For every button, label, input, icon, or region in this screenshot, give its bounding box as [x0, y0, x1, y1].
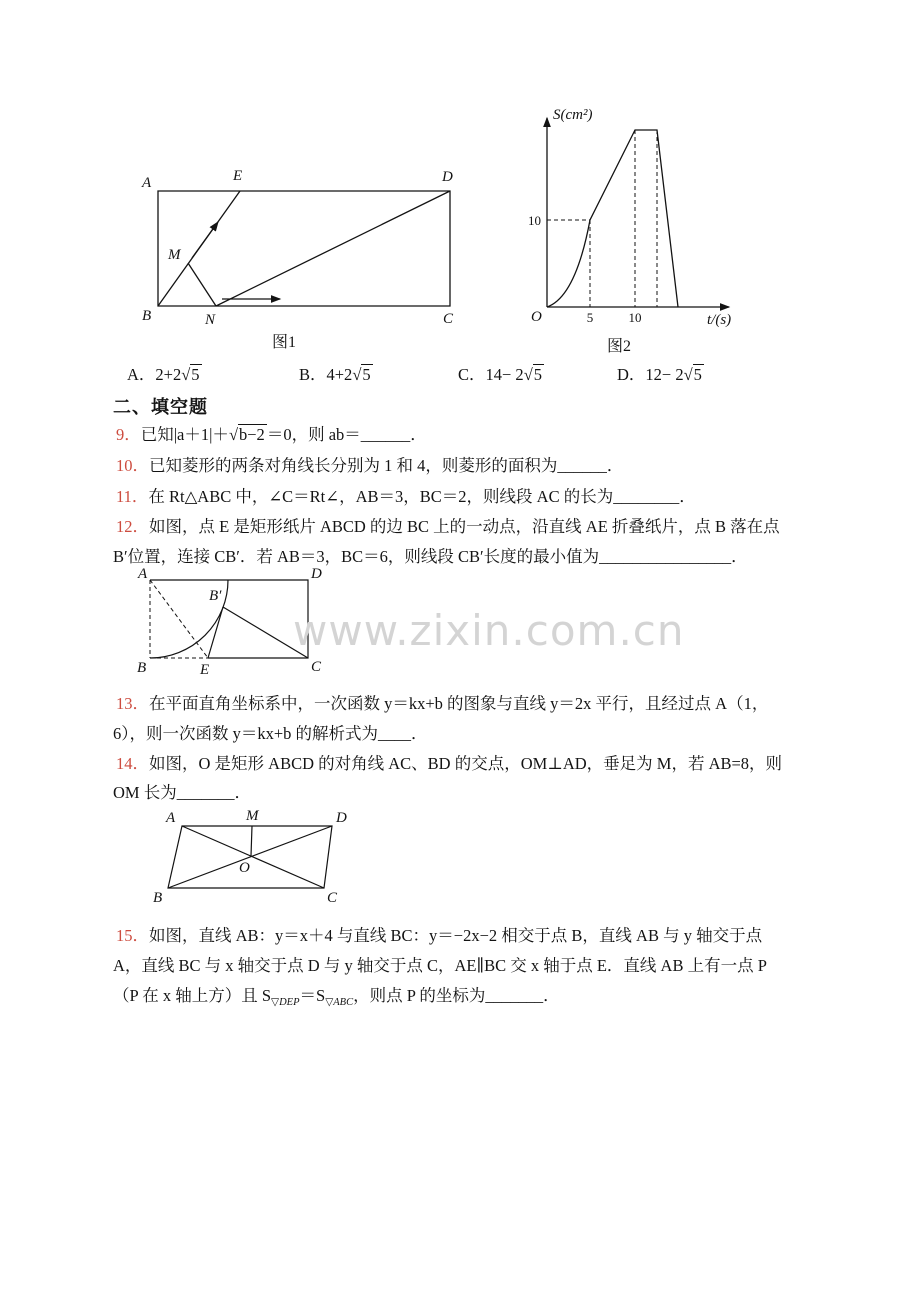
- fig1-label-C: C: [443, 311, 454, 327]
- radical-sign-icon: √: [523, 365, 533, 384]
- radical: [684, 364, 704, 384]
- figure-2-graph: [523, 102, 743, 342]
- question-15-text-1: 如图，直线 AB：y＝x＋4 与直线 BC：y＝−2x−2 相交于点 B，直线 AB 与 y 轴交于点: [149, 926, 763, 945]
- question-14-line-1: [116, 750, 782, 774]
- segment-MO: [251, 826, 252, 856]
- question-15-text-3-post: ，则点 P 的坐标为_______．: [353, 986, 560, 1005]
- question-9-text-post: ＝0，则 ab＝______．: [266, 425, 427, 444]
- rectangle-ABCD-outline: [158, 191, 450, 306]
- option-B: [299, 361, 373, 385]
- figure-q14-lines: [168, 826, 332, 888]
- figure-q12-dashed-lines: [150, 580, 208, 658]
- question-12-line-2: [113, 543, 748, 567]
- fig12-label-D: D: [311, 566, 322, 582]
- origin-label: O: [531, 309, 542, 325]
- question-13-number: 13．: [116, 694, 149, 713]
- fig12-label-C: C: [311, 659, 322, 675]
- question-9: [116, 421, 427, 445]
- question-12-text-1: 如图，点 E 是矩形纸片 ABCD 的边 BC 上的一动点，沿直线 AE 折叠纸片，点 B 落在点: [149, 517, 780, 536]
- subscript-triangle-DEP: ▽DEP: [271, 997, 300, 1008]
- radicand: 5: [362, 365, 371, 384]
- figure-q14-rectangle-diagonals: [152, 806, 352, 908]
- figure-1-lines: [158, 191, 450, 306]
- radicand: 5: [191, 365, 200, 384]
- x-tick-5: 5: [586, 310, 594, 325]
- question-11-number: 11．: [116, 487, 149, 506]
- dashed-AE: [150, 580, 208, 658]
- question-14-line-2: [113, 779, 251, 803]
- question-13-text-1: 在平面直角坐标系中，一次函数 y＝kx+b 的图象与直线 y＝2x 平行，且经过点 A（1，: [149, 694, 769, 713]
- question-12-line-1: [116, 513, 780, 537]
- watermark: www.zixin.com.cn: [293, 606, 685, 655]
- question-13-text-2: 6），则一次函数 y＝kx+b 的解析式为____．: [113, 724, 428, 743]
- fig1-label-D: D: [442, 169, 453, 185]
- fig1-label-B: B: [142, 308, 152, 324]
- question-15-text-3-eq: ＝S: [299, 986, 326, 1005]
- option-d-text: D．12− 2: [617, 365, 684, 384]
- segment-ND: [216, 191, 450, 306]
- section-title: 二、填空题: [113, 397, 208, 417]
- arrow-from-M: [192, 222, 218, 258]
- diagonal-BD: [168, 826, 332, 888]
- fig14-label-D: D: [336, 810, 347, 826]
- rectangle-solid-edges: [150, 580, 308, 658]
- question-15-text-3-pre: （P 在 x 轴上方）且 S: [113, 986, 271, 1005]
- question-10-number: 10．: [116, 456, 149, 475]
- radical-sign-icon: √: [228, 425, 238, 444]
- figure-2-axes-and-curve: [547, 118, 729, 307]
- fig14-label-C: C: [327, 890, 338, 906]
- question-9-text-pre: 已知|a＋1|＋: [140, 425, 229, 444]
- radical: [181, 364, 201, 384]
- radical-sign-icon: √: [683, 365, 693, 384]
- figure-1-caption: 图1: [272, 334, 297, 351]
- radicand: 5: [693, 365, 702, 384]
- fig12-label-Bprime: B′: [209, 588, 222, 604]
- question-15-line-3: [113, 982, 560, 1008]
- question-15-number: 15．: [116, 926, 149, 945]
- question-12-text-2: B′位置，连接 CB′．若 AB＝3，BC＝6，则线段 CB′长度的最小值为________________．: [113, 547, 748, 566]
- question-14-text-1: 如图，O 是矩形 ABCD 的对角线 AC、BD 的交点，OM⊥AD，垂足为 M，若 AB=8，则: [149, 754, 783, 773]
- option-D: [617, 361, 704, 385]
- question-14-text-2: OM 长为_______．: [113, 783, 251, 802]
- question-13-line-1: [116, 690, 768, 714]
- fig1-label-M: M: [168, 247, 181, 263]
- subscript-triangle-ABC: ▽ABC: [325, 997, 354, 1008]
- figure-2-caption: 图2: [607, 338, 632, 355]
- fig1-label-E: E: [233, 168, 243, 184]
- fig14-label-A: A: [166, 810, 176, 826]
- figure-1-rectangle-diagram: [140, 166, 470, 328]
- radicand: 5: [533, 365, 542, 384]
- fig1-label-N: N: [205, 312, 216, 328]
- fig1-label-A: A: [142, 175, 152, 191]
- question-15-line-1: [116, 922, 762, 946]
- segment-MN: [188, 263, 216, 306]
- question-13-line-2: [113, 720, 428, 744]
- radical-sign-icon: √: [181, 365, 191, 384]
- question-15-line-2: [113, 952, 767, 976]
- question-10-text: 已知菱形的两条对角线长分别为 1 和 4，则菱形的面积为______．: [149, 456, 624, 475]
- dashed-guides: [547, 130, 657, 307]
- option-c-text: C．14− 2: [458, 365, 524, 384]
- question-9-number: 9．: [116, 425, 141, 444]
- radical-sign-icon: √: [352, 365, 362, 384]
- fig12-label-A: A: [138, 566, 148, 582]
- y-axis-label: S(cm²): [553, 107, 593, 123]
- question-11-text: 在 Rt△ABC 中，∠C＝Rt∠，AB＝3，BC＝2，则线段 AC 的长为________．: [148, 487, 696, 506]
- fig14-label-B: B: [153, 890, 163, 906]
- fig12-label-B: B: [137, 660, 147, 676]
- fig12-label-E: E: [200, 662, 210, 678]
- y-tick-10: 10: [528, 213, 541, 228]
- figure-q12-solid-lines: [150, 580, 308, 658]
- x-axis-label: t/(s): [707, 312, 732, 328]
- question-12-number: 12．: [116, 517, 149, 536]
- radical: [524, 364, 544, 384]
- segment-EBprime: [208, 607, 223, 658]
- question-10: [116, 452, 623, 476]
- radicand: b−2: [239, 425, 265, 444]
- diagonal-AC: [182, 826, 324, 888]
- question-15-text-2: A，直线 BC 与 x 轴交于点 D 与 y 轴交于点 C，AE∥BC 交 x 轴于点 E．直线 AB 上有一点 P: [113, 956, 767, 975]
- fig14-label-M: M: [246, 808, 259, 824]
- option-a-text: A．2+2: [127, 365, 182, 384]
- option-A: [127, 361, 202, 385]
- x-tick-10: 10: [628, 310, 642, 325]
- radical: [352, 364, 372, 384]
- fig14-label-O: O: [239, 860, 250, 876]
- option-b-text: B．4+2: [299, 365, 353, 384]
- question-14-number: 14．: [116, 754, 149, 773]
- radical: [229, 424, 267, 444]
- graph-curve: [547, 130, 678, 307]
- question-11: [116, 483, 696, 507]
- option-C: [458, 361, 544, 385]
